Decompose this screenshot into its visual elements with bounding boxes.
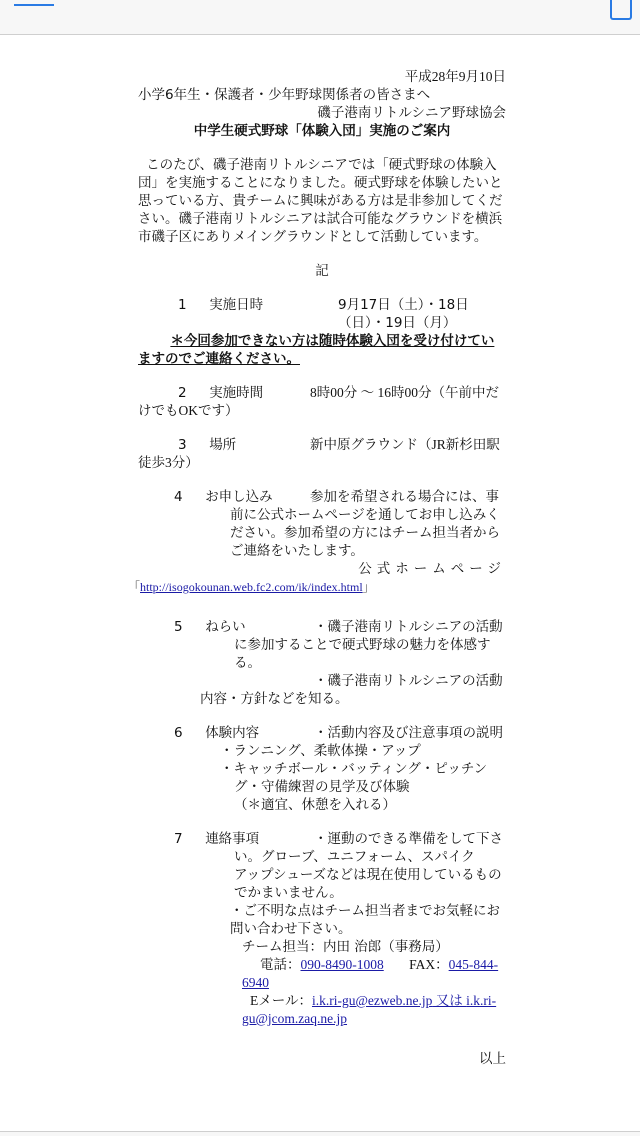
item-7-label: 連絡事項 xyxy=(205,831,260,847)
item-4-value: 参加を希望される場合には、事前に公式ホームページを通してお申し込みください。参加希望の方にはチーム担当者からご連絡をいたします。 xyxy=(230,489,500,559)
item-2-number: 2 xyxy=(178,385,187,401)
homepage-link[interactable]: http://isogokounan.web.fc2.com/ik/index.html xyxy=(140,580,363,594)
tel-link[interactable]: 090-8490-1008 xyxy=(300,957,384,972)
item-4-label: お申し込み xyxy=(205,489,273,505)
homepage-url-line xyxy=(128,578,506,596)
item-6-label: 体験内容 xyxy=(205,725,260,741)
item-1-label: 実施日時 xyxy=(209,297,264,313)
item-7-phone-fax xyxy=(138,956,506,992)
browser-top-bar xyxy=(0,0,640,35)
fax-link[interactable]: 045-844-6940 xyxy=(242,957,499,990)
tel-label: 電話： xyxy=(260,957,301,972)
item-5-point-1: ・磯子港南リトルシニアの活動に参加することで硬式野球の魅力を体感する。 xyxy=(234,619,503,671)
document-body xyxy=(128,68,506,1068)
document-date: 平成28年9月10日 xyxy=(404,69,506,84)
item-2-label: 実施時間 xyxy=(209,385,264,401)
item-5-point-2: ・磯子港南リトルシニアの活動内容・方針などを知る。 xyxy=(200,673,503,707)
email-link-1[interactable]: i.k.ri-gu@ezweb.ne.jp xyxy=(311,993,433,1008)
item-3-label: 場所 xyxy=(209,437,237,453)
item-6-point-1: ・活動内容及び注意事項の説明 xyxy=(314,725,503,741)
item-6-number: 6 xyxy=(174,725,183,741)
item-7-point-1: ・運動のできる準備をして下さい。グローブ、ユニフォーム、スパイク xyxy=(234,831,503,865)
browser-bottom-bar xyxy=(0,1131,640,1136)
item-1-value: 9月17日（土）・18日（日）・19日（月） xyxy=(338,297,469,331)
document-sender: 磯子港南リトルシニア野球協会 xyxy=(317,105,506,121)
item-1-note: ＊今回参加できない方は随時体験入団を受け付けていますのでご連絡ください。 xyxy=(138,333,495,367)
intro-paragraph: このたび、磯子港南リトルシニアでは「硬式野球の体験入団」を実施することになりました。硬式野球を体験したいと思っている方、貴チームに興味がある方は是非参加してください。磯子港南リトルシニアは試合可能なグラウンドを横浜市磯子区にありメイングラウンドとして活動しています。 xyxy=(138,157,503,245)
document-end: 以上 xyxy=(479,1051,506,1067)
email-link-2[interactable]: i.k.ri-gu@jcom.zaq.ne.jp xyxy=(242,993,497,1026)
document-recipient: 小学6年生・保護者・少年野球関係者の皆さまへ xyxy=(138,87,431,103)
item-4-number: 4 xyxy=(174,489,183,505)
item-2-value: 8時00分 ～ 16時00分（午前中だけでもOKです） xyxy=(138,385,499,418)
item-6-point-4: （＊適宜、休憩を入れる） xyxy=(234,797,396,813)
item-7-point-2: ・ご不明な点はチーム担当者までお気軽にお問い合わせ下さい。 xyxy=(230,903,500,937)
fax-label: FAX： xyxy=(409,957,449,972)
url-open-bracket: 「 xyxy=(128,580,141,594)
item-4-homepage-label: 公式ホームページ xyxy=(358,561,506,577)
document-title: 中学生硬式野球「体験入団」実施のご案内 xyxy=(193,123,451,139)
url-close-bracket: 」 xyxy=(362,580,375,594)
item-7-number: 7 xyxy=(174,831,183,847)
item-5-label: ねらい xyxy=(205,619,246,635)
email-label: Eメール： xyxy=(250,993,312,1008)
back-control-icon[interactable] xyxy=(14,0,54,6)
ki-heading: 記 xyxy=(315,263,329,279)
item-3-value: 新中原グラウンド（JR新杉田駅徒歩3分） xyxy=(138,437,500,470)
item-7-contact: チーム担当：内田 治郎（事務局） xyxy=(242,939,449,955)
item-3-number: 3 xyxy=(178,437,187,453)
item-7-email xyxy=(138,992,506,1028)
item-6-point-3: ・キャッチボール・バッティング・ピッチング・守備練習の見学及び体験 xyxy=(220,761,488,795)
item-6-point-2: ・ランニング、柔軟体操・アップ xyxy=(220,743,421,759)
item-5-number: 5 xyxy=(174,619,183,635)
share-icon[interactable] xyxy=(610,0,632,20)
item-7-point-1b: アップシューズなどは現在使用しているものでかまいません。 xyxy=(234,867,502,901)
item-1-number: 1 xyxy=(178,297,187,313)
email-or-text: 又は xyxy=(432,993,467,1008)
